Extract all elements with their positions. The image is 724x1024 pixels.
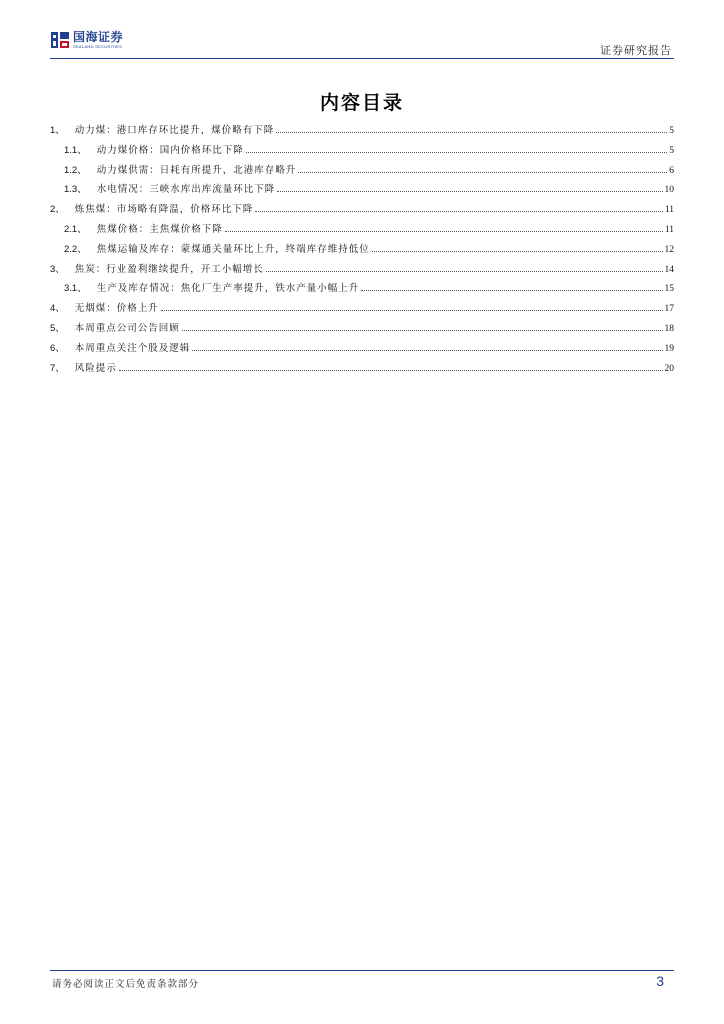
toc-dot-leader bbox=[277, 190, 662, 192]
toc-entry-title: 本周重点公司公告回顾 bbox=[74, 322, 180, 334]
toc-entry[interactable] bbox=[50, 200, 674, 220]
toc-entry-title: 水电情况：三峡水库出库流量环比下降 bbox=[96, 184, 276, 196]
toc-entry-page: 20 bbox=[664, 363, 674, 374]
toc-dot-leader bbox=[372, 250, 663, 252]
toc-entry-number: 1.1、 bbox=[64, 144, 87, 156]
table-of-contents bbox=[50, 121, 674, 378]
footer-divider bbox=[50, 970, 674, 971]
toc-entry[interactable] bbox=[50, 180, 674, 200]
report-type-label: 证券研究报告 bbox=[600, 44, 672, 57]
toc-dot-leader bbox=[225, 230, 663, 232]
toc-entry-title: 本周重点关注个股及逻辑 bbox=[74, 342, 191, 354]
toc-entry[interactable] bbox=[50, 240, 674, 260]
toc-entry-page: 18 bbox=[664, 323, 674, 334]
toc-dot-leader bbox=[192, 349, 662, 351]
toc-entry-title: 焦煤价格：主焦煤价格下降 bbox=[96, 223, 223, 235]
toc-entry-page: 5 bbox=[669, 145, 674, 156]
toc-dot-leader bbox=[182, 329, 663, 331]
toc-entry-title: 焦炭：行业盈利继续提升，开工小幅增长 bbox=[74, 263, 264, 275]
toc-entry-number: 4、 bbox=[50, 303, 65, 315]
page-header bbox=[50, 28, 674, 62]
toc-entry[interactable] bbox=[50, 279, 674, 299]
toc-entry-title: 动力煤供需：日耗有所提升，北港库存略升 bbox=[96, 164, 297, 176]
toc-entry[interactable] bbox=[50, 260, 674, 280]
toc-dot-leader bbox=[298, 171, 667, 173]
toc-entry-title: 无烟煤：价格上升 bbox=[74, 303, 159, 315]
toc-entry-page: 11 bbox=[664, 224, 674, 235]
toc-entry[interactable] bbox=[50, 121, 674, 141]
toc-entry-number: 1.3、 bbox=[64, 184, 87, 196]
toc-entry[interactable] bbox=[50, 220, 674, 240]
toc-entry-page: 6 bbox=[669, 165, 674, 176]
toc-dot-leader bbox=[361, 289, 662, 291]
toc-dot-leader bbox=[246, 151, 668, 153]
toc-entry-number: 6、 bbox=[50, 342, 65, 354]
toc-entry-number: 5、 bbox=[50, 322, 65, 334]
toc-dot-leader bbox=[161, 309, 663, 311]
toc-entry[interactable] bbox=[50, 319, 674, 339]
company-logo bbox=[50, 30, 123, 50]
logo-name-en: SEALAND SECURITIES bbox=[73, 44, 123, 49]
toc-entry[interactable] bbox=[50, 339, 674, 359]
toc-entry-number: 7、 bbox=[50, 362, 65, 374]
toc-dot-leader bbox=[119, 369, 663, 371]
toc-entry-number: 1.2、 bbox=[64, 164, 87, 176]
toc-entry[interactable] bbox=[50, 141, 674, 161]
toc-entry-number: 2.1、 bbox=[64, 223, 87, 235]
toc-dot-leader bbox=[276, 131, 667, 133]
toc-entry-number: 3.1、 bbox=[64, 283, 87, 295]
toc-entry-page: 5 bbox=[669, 126, 674, 136]
toc-dot-leader bbox=[255, 210, 663, 212]
toc-entry-page: 14 bbox=[664, 264, 674, 275]
toc-entry-title: 风险提示 bbox=[74, 362, 117, 374]
page-title: 内容目录 bbox=[319, 92, 404, 114]
toc-entry-page: 17 bbox=[664, 304, 674, 315]
toc-entry-page: 19 bbox=[664, 343, 674, 354]
toc-entry-number: 3、 bbox=[50, 263, 65, 275]
toc-entry-page: 11 bbox=[664, 205, 674, 216]
toc-entry-page: 12 bbox=[664, 244, 674, 255]
page-number: 3 bbox=[656, 973, 664, 989]
toc-entry[interactable] bbox=[50, 359, 674, 379]
toc-entry-title: 焦煤运输及库存：蒙煤通关量环比上升，终端库存维持低位 bbox=[96, 243, 370, 255]
toc-entry[interactable] bbox=[50, 161, 674, 181]
toc-entry-number: 1、 bbox=[50, 125, 65, 136]
toc-entry-page: 15 bbox=[664, 284, 674, 295]
toc-entry-title: 生产及库存情况：焦化厂生产率提升，铁水产量小幅上升 bbox=[96, 283, 360, 295]
toc-entry-title: 动力煤：港口库存环比提升，煤价略有下降 bbox=[74, 125, 275, 136]
footer-disclaimer: 请务必阅读正文后免责条款部分 bbox=[52, 979, 200, 990]
toc-entry-number: 2、 bbox=[50, 204, 65, 216]
sealand-logo-icon bbox=[50, 30, 70, 50]
toc-entry[interactable] bbox=[50, 299, 674, 319]
toc-entry-title: 炼焦煤：市场略有降温，价格环比下降 bbox=[74, 204, 254, 216]
logo-name-cn: 国海证券 bbox=[73, 30, 124, 44]
toc-dot-leader bbox=[266, 270, 663, 272]
toc-entry-title: 动力煤价格：国内价格环比下降 bbox=[96, 144, 244, 156]
toc-entry-page: 10 bbox=[664, 185, 674, 196]
toc-entry-number: 2.2、 bbox=[64, 243, 87, 255]
header-divider bbox=[50, 58, 674, 59]
